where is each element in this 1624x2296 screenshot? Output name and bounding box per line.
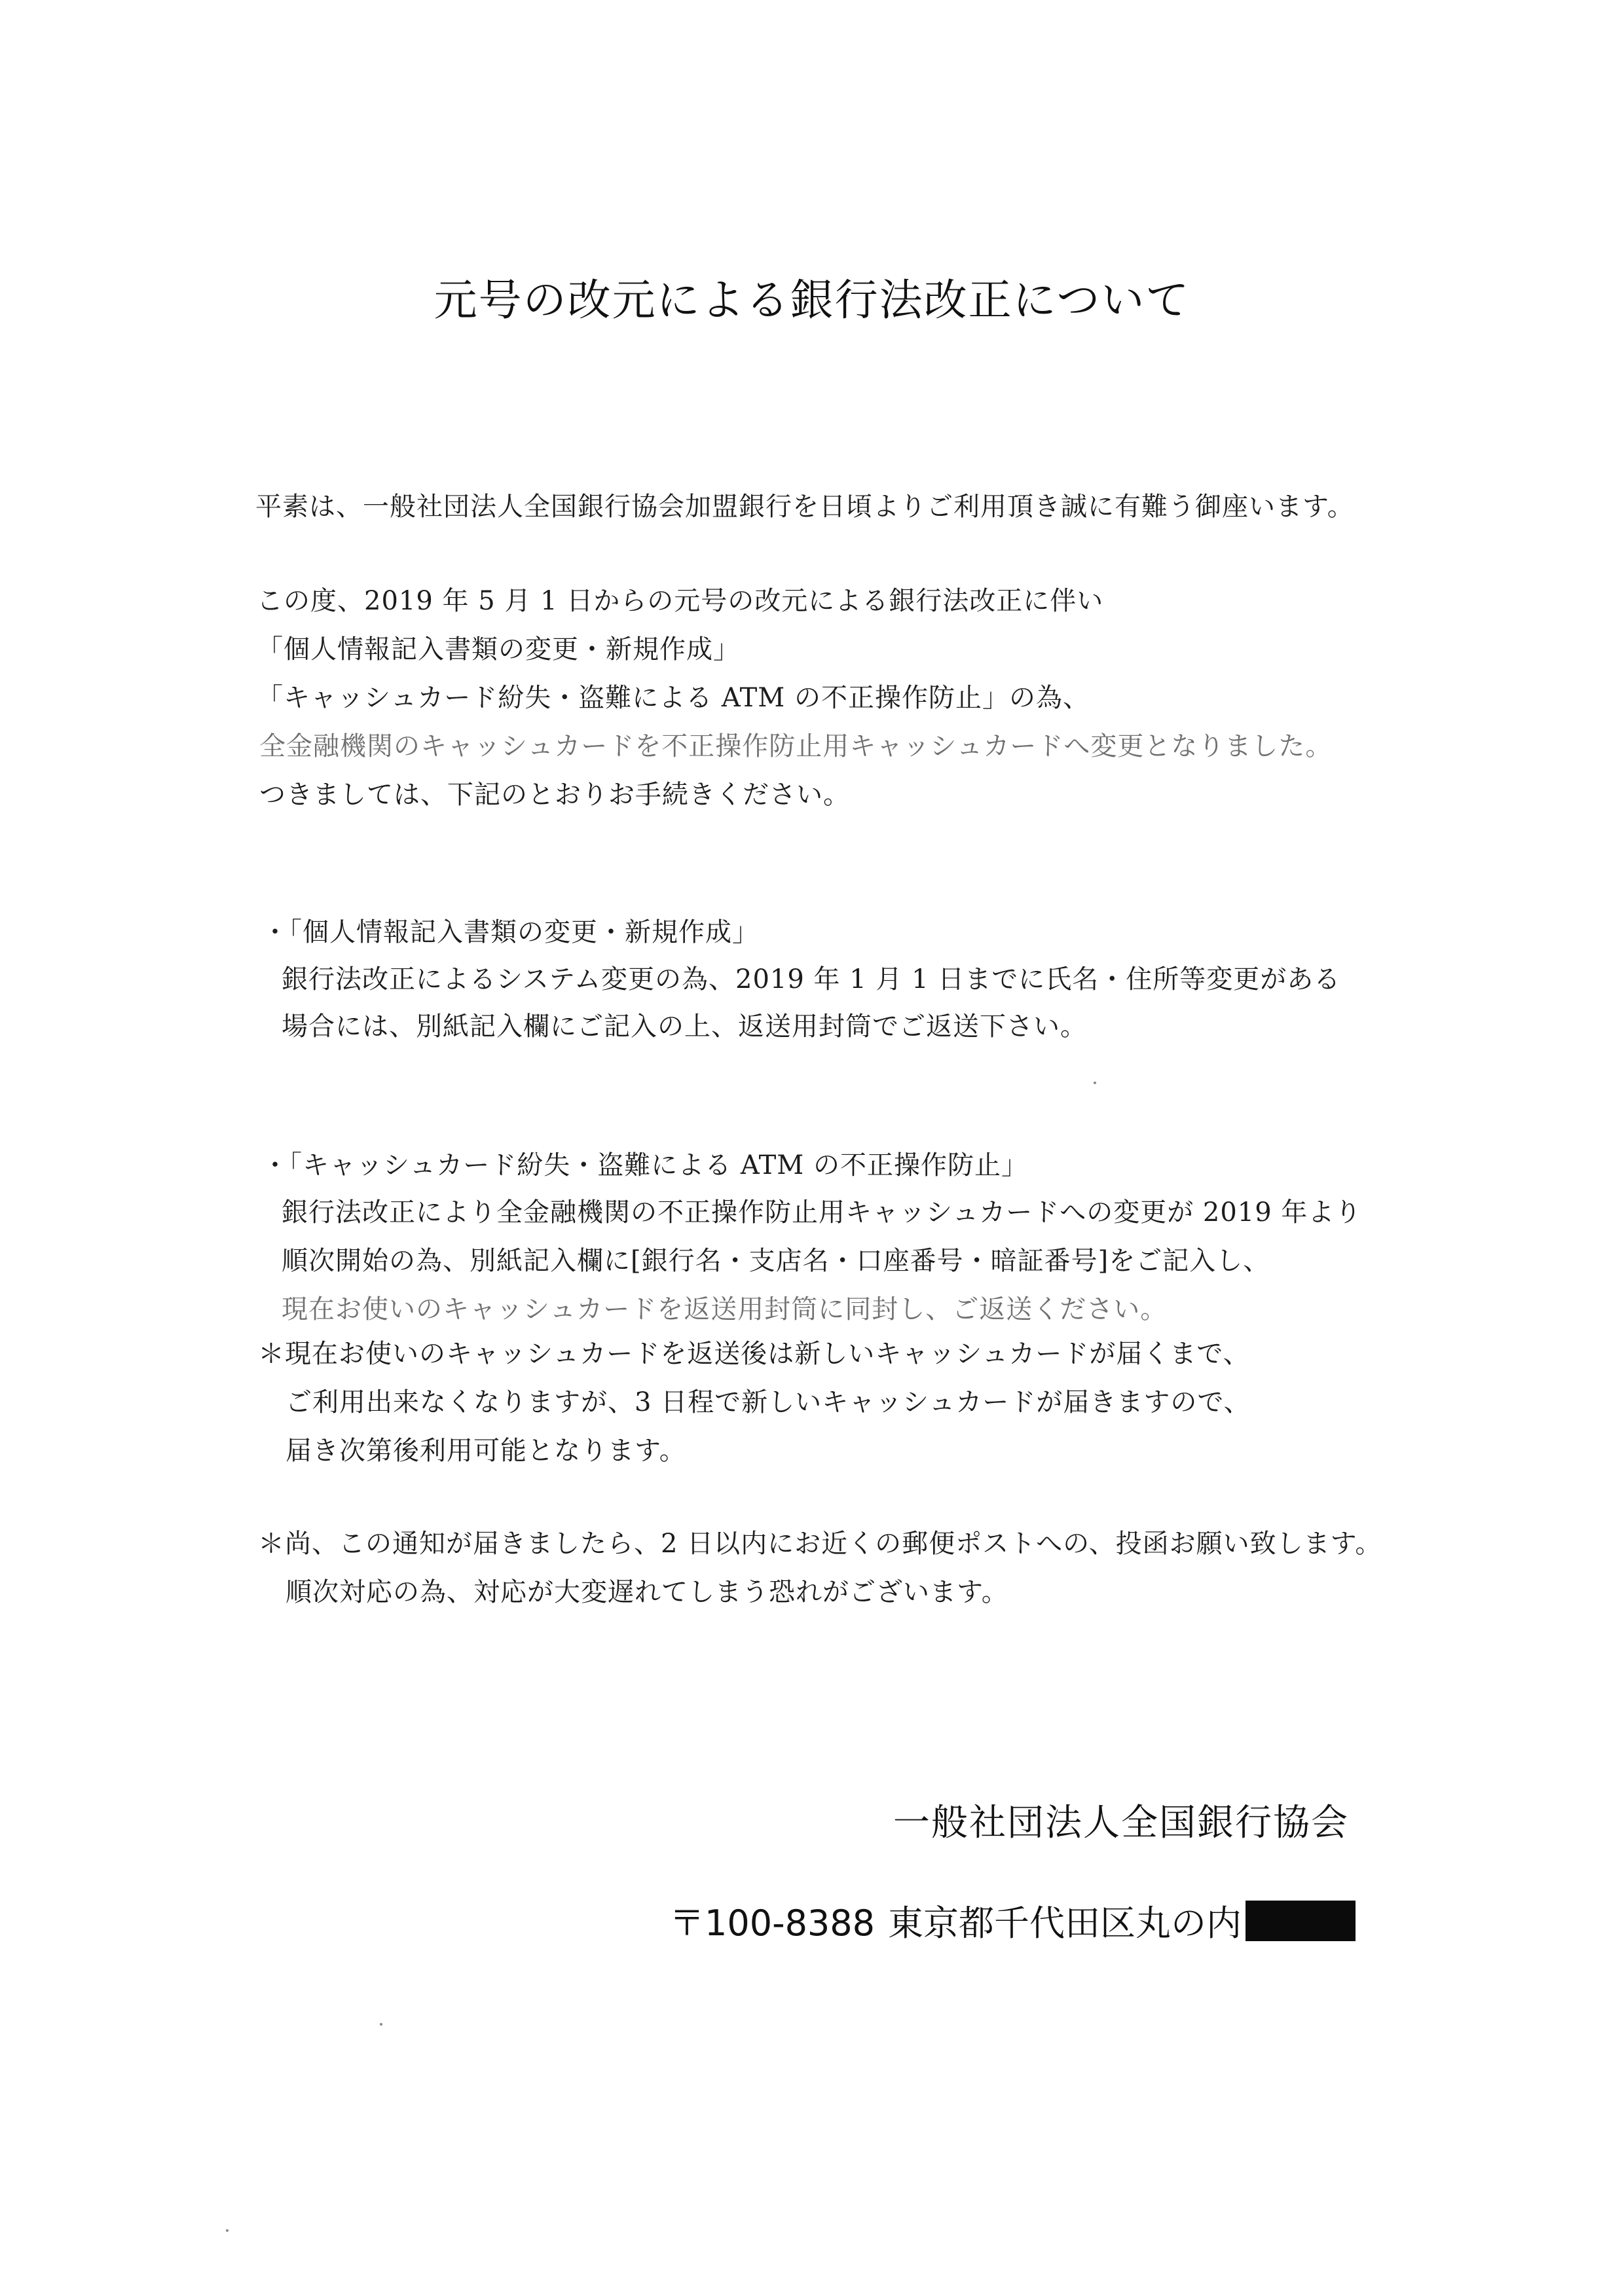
scan-speck	[380, 2023, 382, 2026]
intro-line: つきましては、下記のとおりお手続きください。	[259, 780, 850, 810]
street-address: 東京都千代田区丸の内	[888, 1903, 1242, 1944]
intro-line: 「個人情報記入書類の変更・新規作成」	[257, 634, 740, 665]
address-line	[669, 1895, 1356, 1946]
note1-line: ＊現在お使いのキャッシュカードを返送後は新しいキャッシュカードが届くまで、	[258, 1339, 1250, 1369]
organization-name: 一般社団法人全国銀行協会	[893, 1802, 1349, 1844]
intro-line: この度、2019 年 5 月 1 日からの元号の改元による銀行法改正に伴い	[257, 586, 1104, 616]
section2-line: 現在お使いのキャッシュカードを返送用封筒に同封し、ご返送ください。	[282, 1294, 1168, 1324]
postal-code: 〒100-8388	[669, 1903, 875, 1944]
greeting-text: 平素は、一般社団法人全国銀行協会加盟銀行を日頃よりご利用頂き誠に有難う御座います。	[255, 492, 1354, 522]
scan-speck	[1094, 1082, 1096, 1084]
note2-line: 順次対応の為、対応が大変遅れてしまう恐れがございます。	[286, 1577, 1008, 1607]
scan-speck	[226, 2229, 229, 2232]
note1-line: 届き次第後利用可能となります。	[286, 1436, 686, 1466]
document-title: 元号の改元による銀行法改正について	[434, 275, 1190, 325]
section1-line: 銀行法改正によるシステム変更の為、2019 年 1 月 1 日までに氏名・住所等変更がある	[282, 964, 1341, 994]
redaction-block	[1246, 1901, 1356, 1941]
note1-line: ご利用出来なくなりますが、3 日程で新しいキャッシュカードが届きますので、	[286, 1387, 1251, 1417]
section1-line: 場合には、別紙記入欄にご記入の上、返送用封筒でご返送下さい。	[282, 1011, 1087, 1042]
intro-line: 全金融機関のキャッシュカードを不正操作防止用キャッシュカードへ変更となりました。	[259, 731, 1333, 761]
section1-heading: ・「個人情報記入書類の変更・新規作成」	[262, 917, 759, 947]
note2-line: ＊尚、この通知が届きましたら、2 日以内にお近くの郵便ポストへの、投函お願い致します。	[258, 1529, 1382, 1559]
section2-heading: ・「キャッシュカード紛失・盗難による ATM の不正操作防止」	[262, 1150, 1028, 1180]
section2-line: 順次開始の為、別紙記入欄に[銀行名・支店名・口座番号・暗証番号]をご記入し、	[282, 1246, 1270, 1276]
intro-line: 「キャッシュカード紛失・盗難による ATM の不正操作防止」の為、	[257, 683, 1090, 713]
section2-line: 銀行法改正により全金融機関の不正操作防止用キャッシュカードへの変更が 2019 年より	[282, 1197, 1362, 1228]
